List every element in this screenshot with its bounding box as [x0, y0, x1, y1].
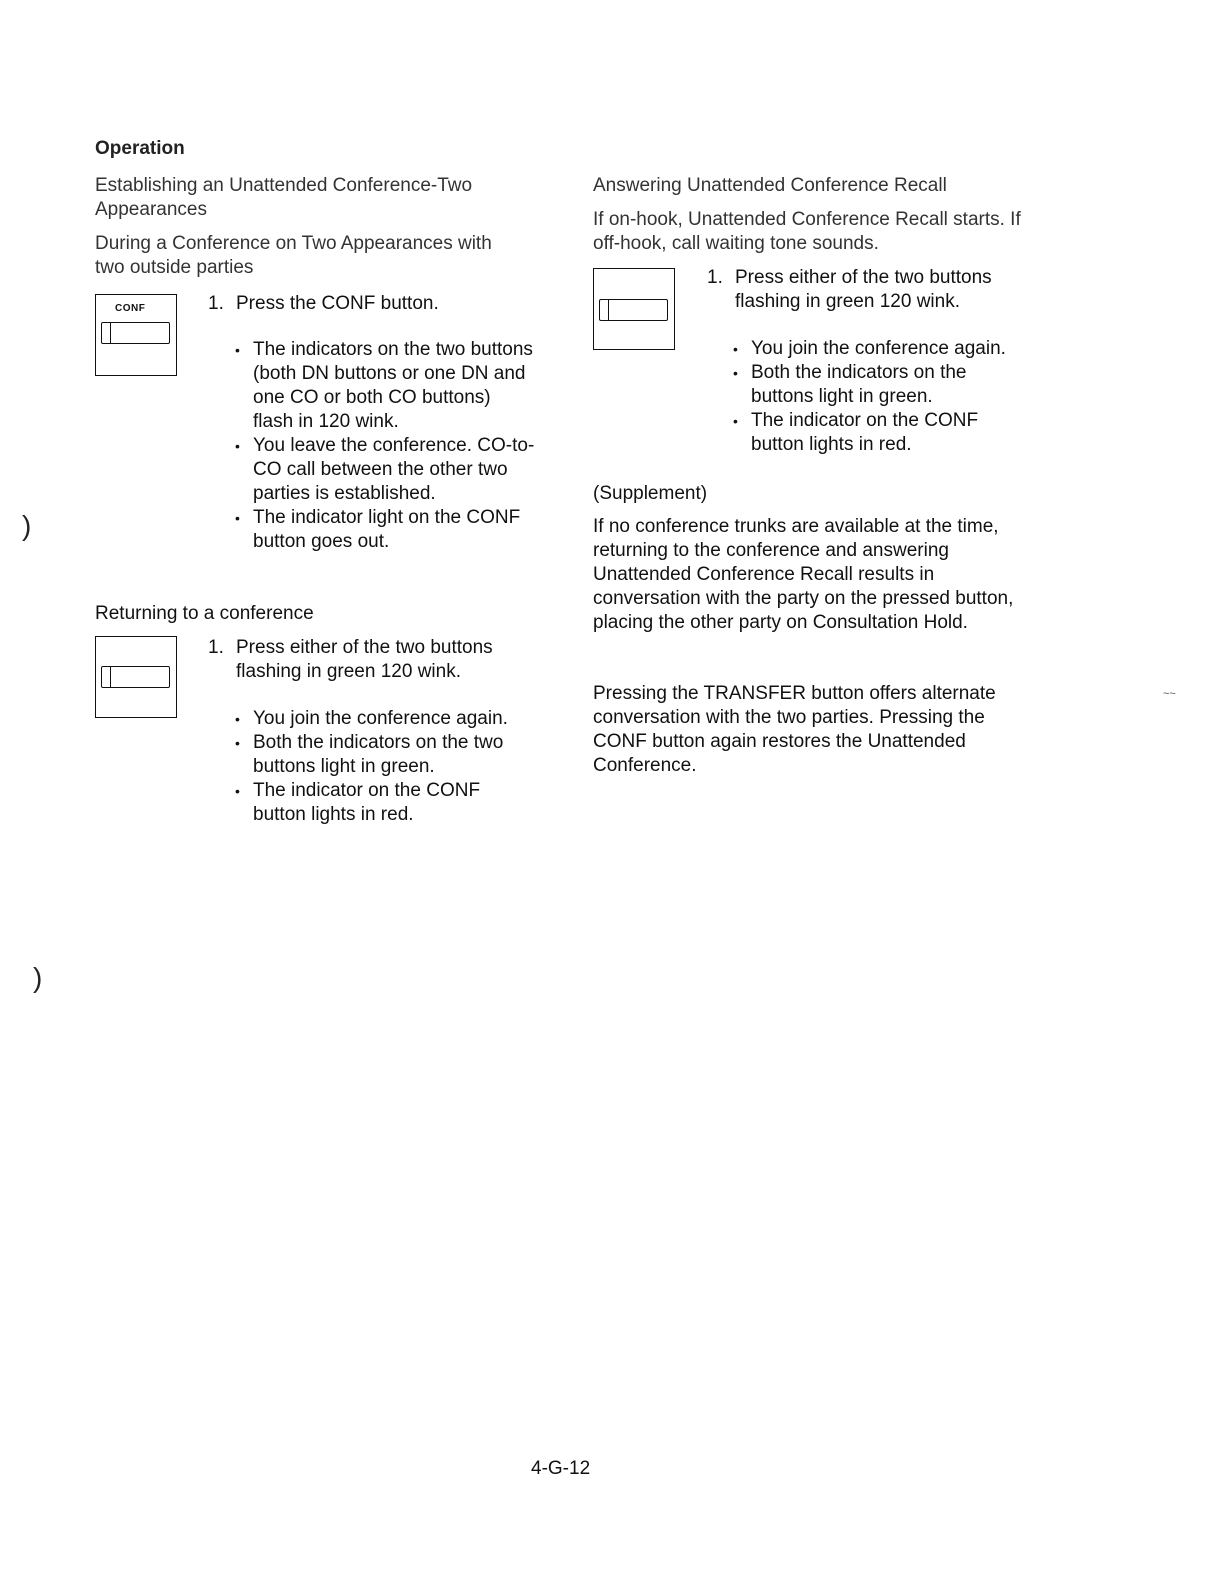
step-number: 1.: [707, 267, 723, 288]
button-key-icon: [101, 666, 170, 688]
step-text-press-conf: Press the CONF button.: [236, 293, 439, 314]
list-item: • The indicator light on the CONF button goes out.: [235, 506, 535, 554]
section-title-returning: Returning to a conference: [95, 603, 314, 624]
button-illustration-returning: [95, 636, 177, 718]
right-bullet-list: [733, 337, 1033, 457]
step-text-press-either-right: Press either of the two buttons flashing in green 120 wink.: [735, 267, 992, 312]
section-title-establishing: Establishing an Unattended Conference-Two Appearances: [95, 175, 473, 220]
conf-button-illustration: [95, 294, 177, 376]
operation-heading: Operation: [95, 138, 185, 159]
list-item: • Both the indicators on the two buttons light in green.: [235, 731, 535, 779]
conf-label: CONF: [115, 303, 146, 314]
section-title-answering: Answering Unattended Conference Recall: [593, 175, 947, 196]
list-item: • The indicator on the CONF button lights in red.: [733, 409, 1033, 457]
section-subtitle-two-appearances: During a Conference on Two Appearances with two outside parties: [95, 233, 492, 278]
supplement-heading: (Supplement): [593, 483, 708, 504]
list-item: • Both the indicators on the buttons light in green.: [733, 361, 1033, 409]
button-key-icon: [101, 322, 170, 344]
list-item: • You leave the conference. CO-to-CO call between the other two parties is established.: [235, 434, 535, 506]
list-item: • The indicators on the two buttons (both DN buttons or one DN and one CO or both CO buttons) flash in 120 wink.: [235, 338, 535, 434]
button-illustration-answering: [593, 268, 675, 350]
list-item: • You join the conference again.: [733, 337, 1033, 361]
button-key-icon: [599, 299, 668, 321]
scan-mark: ): [33, 962, 43, 993]
page-number: 4-G-12: [531, 1458, 591, 1479]
step2-bullet-list: [235, 707, 535, 827]
step1-bullet-list: [235, 338, 535, 554]
list-item: • You join the conference again.: [235, 707, 535, 731]
intro-text: If on-hook, Unattended Conference Recall starts. If off-hook, call waiting tone sounds.: [593, 209, 1021, 254]
step-number: 1.: [208, 293, 224, 314]
list-item: • The indicator on the CONF button lights in red.: [235, 779, 535, 827]
transfer-text: Pressing the TRANSFER button offers alternate conversation with the two parties. Pressing the CONF button again restores the Unattended Conference.: [593, 683, 996, 776]
step-number: 1.: [208, 637, 224, 658]
supplement-text: If no conference trunks are available at the time, returning to the conference and answering Unattended Conference Recall results in conversation with the party on the pressed button, placing the other party on Consultation Hold.: [593, 516, 1014, 633]
scan-mark: ): [22, 510, 32, 541]
step-text-press-either: Press either of the two buttons flashing in green 120 wink.: [236, 637, 493, 682]
scan-mark: ~~: [1163, 688, 1176, 700]
